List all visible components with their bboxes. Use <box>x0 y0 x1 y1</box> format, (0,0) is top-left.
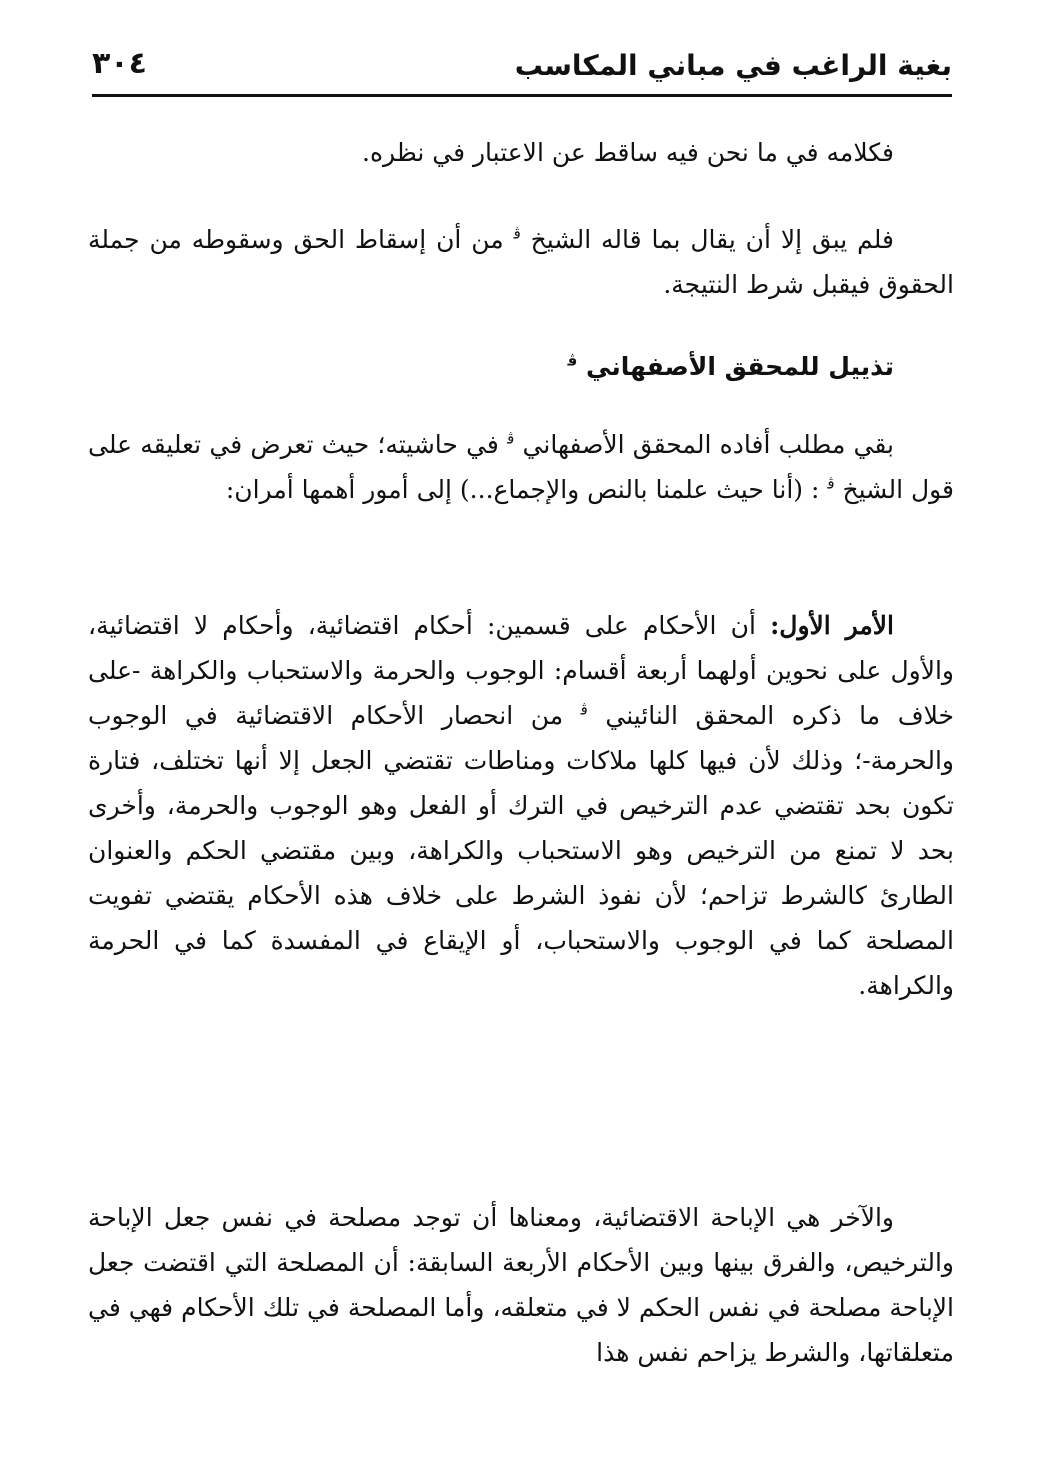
paragraph-4 <box>88 603 954 1008</box>
paragraph-3-text-c: : (أنا حيث علمنا بالنص والإجماع...) إلى أمور أهمها أمران: <box>225 475 820 504</box>
paragraph-3-text-a: بقي مطلب أفاده المحقق الأصفهاني <box>522 430 895 459</box>
page-number: ٣٠٤ <box>92 46 147 81</box>
paragraph-3 <box>88 422 954 512</box>
honorific-mark: ﭬ <box>513 224 521 243</box>
paragraph-3-text-b: في حاشيته؛ حيث تعرض في تعليقه على قول الشيخ <box>88 430 954 504</box>
paragraph-4-text-b: من انحصار الأحكام الاقتضائية في الوجوب والحرمة-؛ وذلك لأن فيها كلها ملاكات ومناطات تقتضي الجعل إلا أنها تختلف، فتارة تكون بحد تقتضي عدم الترخيص في الترك أو الفعل وهو الوجوب والحرمة، وأخرى بحد لا تمنع من الترخيص وهو الاستحباب والكراهة، وبين مقتضي الحكم والعنوان الطارئ كالشرط تزاحم؛ لأن نفوذ الشرط على خلاف هذه الأحكام يقتضي تفويت المصلحة كما في الوجوب والاستحباب، أو الإيقاع في المفسدة كما في الحرمة والكراهة. <box>88 701 954 1000</box>
paragraph-5-text: والآخر هي الإباحة الاقتضائية، ومعناها أن توجد مصلحة في نفس جعل الإباحة والترخيص، والفرق بينها وبين الأحكام الأربعة السابقة: أن المصلحة التي اقتضت جعل الإباحة مصلحة في نفس الحكم لا في متعلقه، وأما المصلحة في تلك الأحكام فهي في متعلقاتها، والشرط يزاحم نفس هذا <box>88 1203 954 1367</box>
section-heading <box>88 347 954 387</box>
paragraph-2-text-b: من أن إسقاط الحق وسقوطه من جملة الحقوق فيقبل شرط النتيجة. <box>88 225 954 299</box>
honorific-mark: ﭬ <box>507 429 515 448</box>
running-title: بغية الراغب في مباني المكاسب <box>514 49 952 82</box>
honorific-mark: ﭬ <box>827 474 835 493</box>
paragraph-4-lead: الأمر الأول: <box>770 611 894 640</box>
header-divider <box>92 94 952 97</box>
paragraph-5 <box>88 1195 954 1375</box>
section-heading-text: تذييل للمحقق الأصفهاني <box>586 352 894 381</box>
paragraph-1-text: فكلامه في ما نحن فيه ساقط عن الاعتبار في نظره. <box>362 138 894 167</box>
honorific-mark: ﭬ <box>567 351 578 370</box>
paragraph-2-text-a: فلم يبق إلا أن يقال بما قاله الشيخ <box>530 225 894 254</box>
honorific-mark: ﭬ <box>580 700 588 719</box>
paragraph-2 <box>88 217 954 307</box>
page-header <box>92 36 952 96</box>
paragraph-1 <box>88 130 954 175</box>
paragraph-4-text-a: أن الأحكام على قسمين: أحكام اقتضائية، وأحكام لا اقتضائية، والأول على نحوين أولهما أربعة أقسام: الوجوب والحرمة والاستحباب والكراهة -على خلاف ما ذكره المحقق النائيني <box>88 611 954 730</box>
